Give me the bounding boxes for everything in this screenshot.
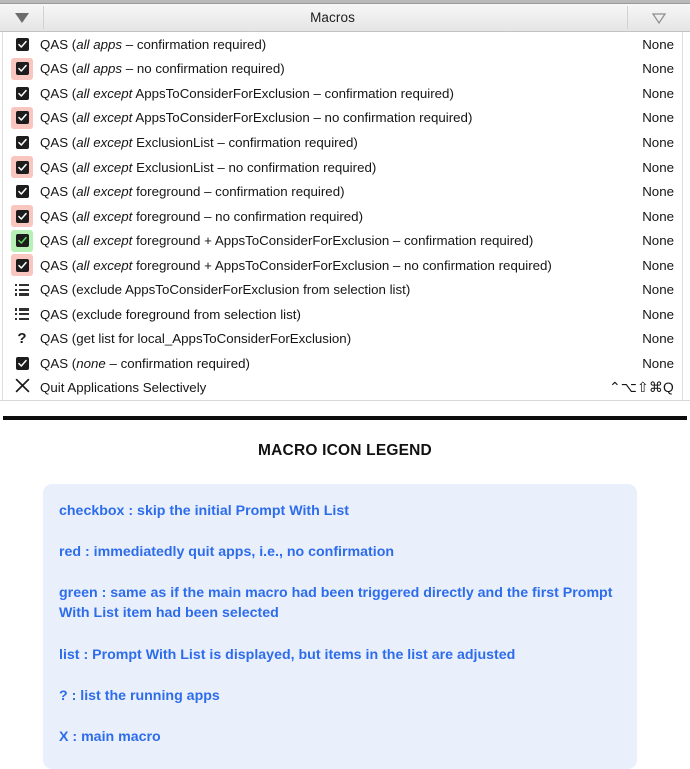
macro-icon-highlight-none [11, 131, 33, 153]
macro-row-icon-cell [0, 58, 40, 80]
macro-row[interactable] [0, 130, 690, 155]
macro-row-icon-cell [0, 205, 40, 227]
checkbox-icon [16, 136, 29, 149]
macro-name: QAS (all except foreground – confirmation required) [40, 184, 345, 200]
macro-icon-highlight-green [11, 230, 33, 252]
macro-icon-highlight-red [11, 156, 33, 178]
legend-line: green : same as if the main macro had been triggered directly and the first Prompt With List item had been selected [59, 585, 613, 622]
macro-row-list [0, 32, 690, 401]
checkbox-icon [16, 38, 29, 51]
macro-row[interactable] [0, 302, 690, 327]
macro-trigger: None [642, 208, 674, 224]
macro-icon-highlight-none [11, 82, 33, 104]
macro-row-icon-cell [0, 82, 40, 104]
macro-name: QAS (get list for local_AppsToConsiderForExclusion) [40, 331, 352, 347]
list-icon [15, 308, 29, 320]
checkbox-icon [16, 234, 29, 247]
macro-name: QAS (all except ExclusionList – no confirmation required) [40, 159, 377, 175]
question-mark-icon: ? [17, 330, 27, 348]
checkbox-icon [16, 185, 29, 198]
macro-name-emphasis: none [76, 355, 106, 371]
checkbox-icon [16, 259, 29, 272]
checkbox-icon [16, 111, 29, 124]
macro-icon-highlight-none [11, 352, 33, 374]
macro-name: QAS (exclude AppsToConsiderForExclusion from selection list) [40, 282, 411, 298]
legend-line: checkbox : skip the initial Prompt With List [59, 503, 349, 519]
macro-row-icon-cell [0, 131, 40, 153]
macro-row[interactable] [0, 179, 690, 204]
checkbox-icon [16, 161, 29, 174]
legend-line: ? : list the running apps [59, 687, 220, 704]
macro-row-icon-cell [0, 156, 40, 178]
macro-icon-highlight-none [11, 303, 33, 325]
macro-row[interactable] [0, 32, 690, 57]
macro-row[interactable] [0, 277, 690, 302]
macro-row-icon-cell [0, 279, 40, 301]
macro-name: QAS (all apps – no confirmation required) [40, 61, 285, 77]
sort-indicator-right[interactable] [628, 13, 690, 23]
triangle-down-outline-icon [652, 13, 666, 23]
macro-table-header [0, 4, 690, 32]
macro-trigger: None [642, 134, 674, 150]
macro-icon-highlight-red [11, 254, 33, 276]
macro-name: Quit Applications Selectively [40, 380, 207, 396]
macro-icon-highlight-none [11, 33, 33, 55]
legend-line: list : Prompt With List is displayed, but items in the list are adjusted [59, 646, 516, 663]
macro-name: QAS (all except AppsToConsiderForExclusion – confirmation required) [40, 85, 454, 101]
macro-icon-highlight-red [11, 107, 33, 129]
macro-trigger: None [642, 36, 674, 52]
macro-row-icon-cell [0, 303, 40, 325]
macro-name-emphasis: all apps [76, 61, 123, 77]
macro-row[interactable] [0, 57, 690, 82]
macro-row[interactable] [0, 351, 690, 376]
macro-name-emphasis: all except [76, 110, 133, 126]
macro-row[interactable] [0, 253, 690, 278]
macro-name-emphasis: all except [76, 257, 133, 273]
macro-row[interactable] [0, 204, 690, 229]
macro-icon-highlight-red [11, 205, 33, 227]
macro-name-emphasis: all except [76, 134, 133, 150]
macro-name: QAS (none – confirmation required) [40, 355, 250, 371]
macro-row-icon-cell [0, 230, 40, 252]
section-divider [3, 416, 687, 420]
macro-name-emphasis: all except [76, 208, 133, 224]
macro-trigger: None [642, 331, 674, 347]
checkbox-icon [16, 62, 29, 75]
macro-row-icon-cell [0, 33, 40, 55]
legend-line: red : immediatedly quit apps, i.e., no confirmation [59, 544, 395, 561]
macro-row[interactable] [0, 376, 690, 401]
checkbox-icon [16, 210, 29, 223]
macro-keyboard-shortcut: ⌃⌥⇧⌘Q [608, 379, 674, 395]
macro-icon-highlight-red [11, 58, 33, 80]
x-mark-icon [15, 378, 30, 398]
macro-row-icon-cell [0, 107, 40, 129]
macro-row-icon-cell [0, 181, 40, 203]
checkbox-icon [16, 357, 29, 370]
macro-name: QAS (all except foreground + AppsToConsiderForExclusion – no confirmation required) [40, 257, 552, 273]
macro-name-emphasis: all apps [76, 36, 123, 52]
macro-icon-highlight-none [11, 377, 33, 399]
macro-name-emphasis: all except [76, 184, 133, 200]
macro-trigger: None [642, 61, 674, 77]
triangle-down-filled-icon [15, 13, 29, 23]
legend-section [0, 436, 690, 769]
macro-name-emphasis: all except [76, 233, 133, 249]
macro-trigger: None [642, 159, 674, 175]
macro-trigger: None [642, 184, 674, 200]
macro-icon-highlight-none [11, 279, 33, 301]
sort-indicator-left[interactable] [0, 13, 43, 23]
macro-name: QAS (all except foreground + AppsToConsiderForExclusion – confirmation required) [40, 233, 534, 249]
macro-name: QAS (all apps – confirmation required) [40, 36, 267, 52]
macro-trigger: None [642, 85, 674, 101]
macro-row-icon-cell [0, 377, 40, 399]
list-icon [15, 284, 29, 296]
macro-row[interactable] [0, 327, 690, 352]
macro-row[interactable] [0, 155, 690, 180]
macro-trigger: None [642, 282, 674, 298]
macro-name-emphasis: all except [76, 159, 133, 175]
macro-icon-highlight-none [11, 181, 33, 203]
legend-line: X : main macro [59, 728, 161, 745]
legend-box [43, 484, 637, 769]
macro-trigger: None [642, 257, 674, 273]
macro-name: QAS (all except AppsToConsiderForExclusion – no confirmation required) [40, 110, 473, 126]
macro-name-emphasis: all except [76, 85, 133, 101]
macro-trigger: None [642, 233, 674, 249]
macro-name: QAS (exclude foreground from selection list) [40, 306, 301, 322]
macro-icon-highlight-none [11, 328, 33, 350]
macro-row[interactable] [0, 81, 690, 106]
macro-row-icon-cell [0, 328, 40, 350]
macro-row[interactable] [0, 228, 690, 253]
macro-trigger: None [642, 110, 674, 126]
macro-name: QAS (all except ExclusionList – confirmation required) [40, 134, 358, 150]
macro-row-icon-cell [0, 254, 40, 276]
checkbox-icon [16, 87, 29, 100]
legend-title: MACRO ICON LEGEND [258, 442, 432, 459]
macro-trigger: None [642, 355, 674, 371]
macro-row-icon-cell [0, 352, 40, 374]
macro-name: QAS (all except foreground – no confirmation required) [40, 208, 364, 224]
macro-row[interactable] [0, 106, 690, 131]
column-header-macros[interactable]: Macros [310, 10, 355, 25]
macro-trigger: None [642, 306, 674, 322]
